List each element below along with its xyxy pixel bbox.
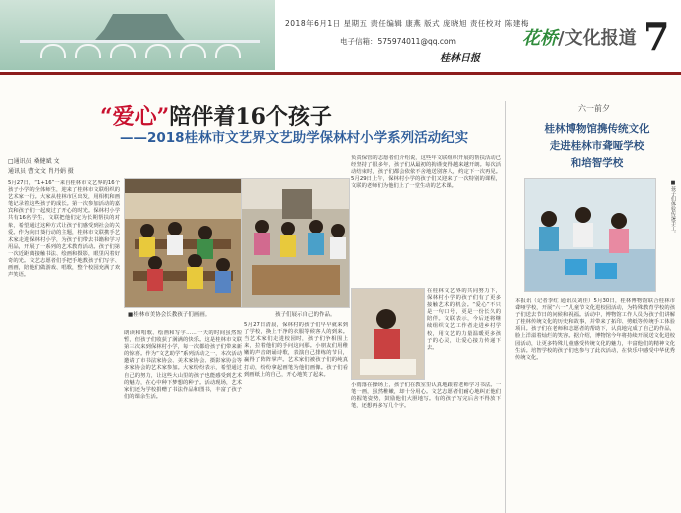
header-rule (0, 72, 681, 75)
sidebar-kicker: 六一前夕 (578, 104, 610, 113)
photo-girl-drawing (351, 288, 425, 380)
byline-writer: □通讯员 桑健斌 文 (8, 158, 60, 165)
section-title (522, 24, 637, 50)
article-column-6: 在桂林文艺界的共同努力下，保林村小学的孩子们有了更多接触艺术的机会。“爱心”不只是一句口号，更是一份长久的陪伴。文联表示，今后还将继续组织文艺工作者走进乡村学校，用文艺的力量温暖更多孩子的心灵，让爱心接力传递下去。 (427, 288, 501, 351)
photo-museum-activity (524, 178, 656, 292)
photo-classroom-caption: ■桂林市美协会长教孩子们画画。 (128, 312, 211, 318)
byline-photographer: 通讯员 曹文文 肖丹娟 摄 (8, 168, 74, 175)
article-column-4: 小雨落在操场上，孩子们在教室里认真地跟着老师学习书法。一笔一画，虽然稚嫩，却十分用心。文艺志愿者们耐心地纠正他们的握笔姿势，鼓励他们大胆地写。有的孩子写完后舍不得放下笔，还想再多写几个字。 (351, 382, 501, 410)
photo-children-display-caption: 孩子们展示自己的作品。 (275, 312, 336, 318)
masthead-scenery-image (0, 0, 275, 70)
photo-children-display-image (242, 179, 349, 307)
pavilion-roof (95, 14, 185, 40)
sidebar-title-line-3: 和培智学校 (570, 157, 624, 169)
photo-girl-drawing-image (352, 289, 424, 379)
contact-email: 电子信箱：575974011@qq.com (340, 37, 456, 46)
sidebar-title (527, 121, 667, 172)
section-name: /文化报道 (558, 28, 637, 49)
subheadline: ——2018桂林市文艺界文艺助学保林村小学系列活动纪实 (120, 130, 469, 146)
article-column-1: 5月27日，“1+16”一来自桂林市文艺界的16个孩子小学的全体师生，迎来了桂林市文联组织的艺术家一行。大家从桂林市区出发，用相机和画笔记录着这些孩子的成长。第一次参加活动的嘉宾和孩子们一起度过了开心的时光。保林村小学共有16名学生，文联把他们定为长期帮扶的对象，希望通过这种方式让孩子们感受到社会的关爱。作为向日葵行动的主题，桂林市文联携手艺术家走进保林村小学，为孩子们带去书籍和学习用品，开展了一系列的艺术教育活动。孩子们第一次近距离接触书法、绘画和摄影，眼里闪着好奇的光。文艺志愿者们手把手地教孩子们写字、画画，陪他们做游戏、唱歌，整个校园充满了欢声笑语。 (8, 180, 120, 279)
headline-love: “爱心” (100, 104, 170, 130)
article-column-5: 负责保管的志愿者们介绍说，这些年文联组织开展的帮扶活动已经坚持了很多年，孩子们从最初的拘谨变得越来越开朗。每次活动结束时，孩子们都会依依不舍地送别客人，约定下一次再见。5月29日上午，保林村小学的孩子们又迎来了一次特别的课程，文联的老师们为他们上了一堂生动的艺术课。 (351, 155, 501, 190)
date-line: 2018年6月1日 星期五 责任编辑 康燕 版式 庞晓旭 责任校对 陈建梅 (285, 19, 529, 28)
headline-rest: 陪伴着16个孩子 (169, 104, 332, 130)
photo-children-display (241, 178, 350, 308)
sidebar-body: 本报讯（记者李红 通讯员刘佳）5月30日，桂林博物馆联合桂林市聋哑学校，开展“六一”儿童节文化进校园活动，为特殊教育学校的孩子们送去节日的问候和祝福。活动中，博物馆工作人员为孩子们讲解了桂林传统文化的历史和故事，并带来了拓印、剪纸等传统手工体验项目。孩子们在老师和志愿者的帮助下，认真地完成了自己的作品，脸上洋溢着灿烂的笑容。据介绍，博物馆今年将持续开展送文化进校园活动，让更多特殊儿童感受传统文化的魅力，丰富他们的精神文化生活。培智学校的孩子们也参与了此次活动，在快乐中感受中华优秀传统文化。 (515, 298, 675, 361)
article-column-2: 朗读和唱歌、绘画和写字……一天的时间虽然短暂，但孩子们收获了满满的快乐。这是桂林市文联第三次来到保林村小学，每一次都给孩子们带来新的惊喜。作为“文艺助学”系列活动之一，本次活动邀请了市书法家协会、美术家协会、摄影家协会等多家协会的艺术家参加。大家纷纷表示，希望通过自己的努力，让这些大山里的孩子也能感受到艺术的魅力，在心中种下梦想的种子。活动现场，艺术家们还为学校捐赠了书法作品和图书，丰富了孩子们的课余生活。 (124, 330, 242, 400)
sidebar-title-line-2: 走进桂林市聋哑学校 (549, 140, 645, 152)
section-hua: 花桥 (522, 28, 558, 49)
paper-name: 桂林日报 (440, 53, 480, 64)
masthead (0, 0, 681, 73)
article-column-3: 5月27日清晨，保林村的孩子们早早就来到了学校，换上干净的衣服等候客人的到来。当艺术家们走进校园时，孩子们争相围上来，拉着他们的手问这问那。小朋友们用稚嫩的声音朗诵诗歌，表演自己排练的节目，赢得了阵阵掌声。艺术家们被孩子们的纯真打动，纷纷拿起画笔为他们画像。孩子们看到画纸上的自己，开心地笑了起来。 (244, 322, 348, 378)
sidebar-title-line-1: 桂林博物馆携传统文化 (544, 123, 650, 135)
photo-classroom-image (125, 179, 241, 307)
photo-museum-caption: ■孩子们体验传统手工。 (670, 180, 676, 236)
page-number: 7 (643, 14, 670, 59)
photo-museum-activity-image (525, 179, 655, 291)
photo-classroom (124, 178, 242, 308)
